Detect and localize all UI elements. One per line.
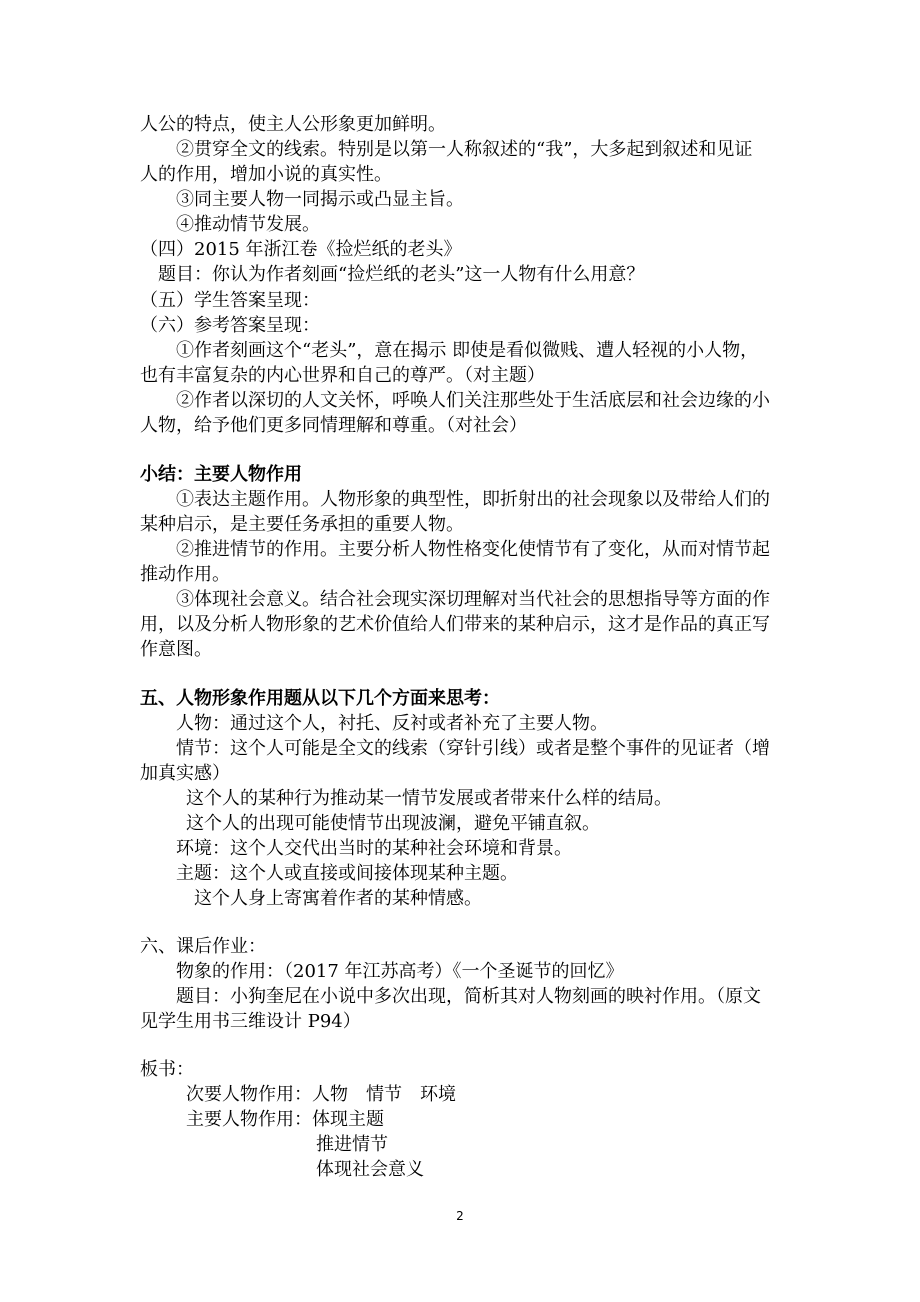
board-line: 主要人物作用：体现主题 [186, 1109, 384, 1130]
text-line: 这个人的某种行为推动某一情节发展或者带来什么样的结局。 [186, 788, 672, 809]
text-line: 作意图。 [140, 639, 212, 660]
page-number: 2 [456, 1209, 464, 1223]
summary-heading: 小结：主要人物作用 [140, 464, 302, 485]
homework-heading: 六、课后作业： [140, 936, 266, 957]
text-line: 某种启示，是主要任务承担的重要人物。 [140, 514, 464, 535]
text-line: 人物：通过这个人，衬托、反衬或者补充了主要人物。 [176, 713, 608, 734]
text-line: 人公的特点，使主人公形象更加鲜明。 [140, 114, 446, 135]
section-five-heading: 五、人物形象作用题从以下几个方面来思考： [140, 688, 500, 709]
text-line: 这个人的出现可能使情节出现波澜，避免平铺直叙。 [186, 813, 600, 834]
board-heading: 板书： [140, 1059, 194, 1080]
text-line: 加真实感） [140, 763, 230, 784]
board-line: 次要人物作用：人物 情节 环境 [186, 1084, 456, 1105]
text-line: 物象的作用：（2017 年江苏高考）《一个圣诞节的回忆》 [176, 961, 624, 982]
section-heading: （六）参考答案呈现： [140, 315, 320, 336]
text-line: ④推动情节发展。 [176, 214, 320, 235]
text-line: ②贯穿全文的线索。特别是以第一人称叙述的“我”，大多起到叙述和见证 [176, 139, 753, 160]
text-line: 也有丰富复杂的内心世界和自己的尊严。（对主题） [140, 365, 545, 386]
section-heading: （五）学生答案呈现： [140, 290, 320, 311]
text-line: ③同主要人物一同揭示或凸显主旨。 [176, 189, 464, 210]
text-line: 见学生用书三维设计 P94） [140, 1011, 361, 1032]
text-line: ①作者刻画这个“老头”，意在揭示 即使是看似微贱、遭人轻视的小人物， [176, 340, 759, 361]
text-line: 人物，给予他们更多同情理解和尊重。（对社会） [140, 415, 527, 436]
board-line: 推进情节 [316, 1134, 388, 1155]
text-line: 这个人身上寄寓着作者的某种情感。 [194, 888, 482, 909]
text-line: 情节：这个人可能是全文的线索（穿针引线）或者是整个事件的见证者（增 [176, 738, 770, 759]
text-line: 用，以及分析人物形象的艺术价值给人们带来的某种启示，这才是作品的真正写 [140, 614, 770, 635]
board-line: 体现社会意义 [316, 1159, 424, 1180]
text-line: ③体现社会意义。结合社会现实深切理解对当代社会的思想指导等方面的作 [176, 589, 770, 610]
question-text: 题目：你认为作者刻画“捡烂纸的老头”这一人物有什么用意？ [158, 264, 645, 285]
text-line: 题目：小狗奎尼在小说中多次出现，简析其对人物刻画的映衬作用。（原文 [176, 986, 761, 1007]
text-line: 主题：这个人或直接或间接体现某种主题。 [176, 863, 518, 884]
text-line: 人的作用，增加小说的真实性。 [140, 164, 392, 185]
text-line: ②推进情节的作用。主要分析人物性格变化使情节有了变化，从而对情节起 [176, 539, 770, 560]
text-line: 环境：这个人交代出当时的某种社会环境和背景。 [176, 838, 572, 859]
text-line: 推动作用。 [140, 564, 230, 585]
section-heading: （四）2015 年浙江卷《捡烂纸的老头》 [140, 239, 462, 260]
text-line: ②作者以深切的人文关怀，呼唤人们关注那些处于生活底层和社会边缘的小 [176, 390, 770, 411]
text-line: ①表达主题作用。人物形象的典型性，即折射出的社会现象以及带给人们的 [176, 489, 770, 510]
